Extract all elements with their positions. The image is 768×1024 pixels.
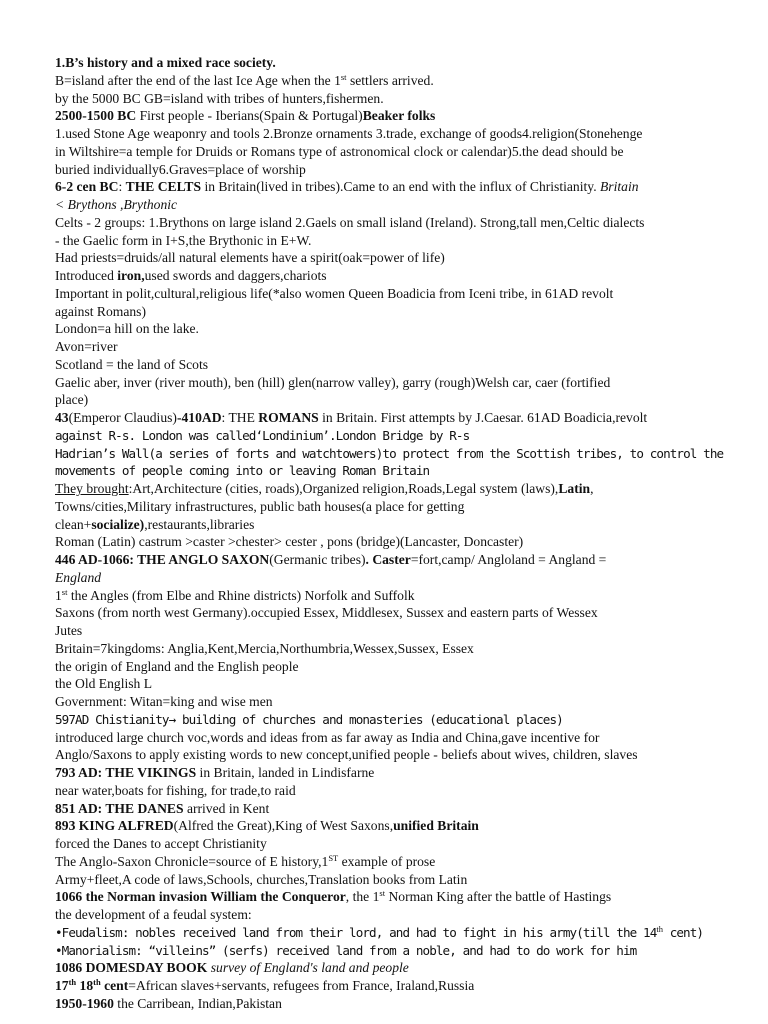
- superscript: ST: [328, 852, 339, 863]
- text-line: [55, 658, 745, 676]
- bold-text: 17: [55, 978, 69, 993]
- bold-text: 1.B’s history and a mixed race society.: [55, 55, 276, 70]
- text-run: near water,boats for fishing, for trade,to raid: [55, 782, 296, 798]
- text-run: , the 1: [345, 889, 380, 905]
- text-run: (Germanic tribes): [269, 552, 366, 567]
- text-run: :: [118, 179, 126, 195]
- text-line: [55, 604, 745, 622]
- italic-text: < Brythons ,Brythonic: [55, 197, 178, 212]
- text-line: [55, 977, 745, 995]
- text-run: in Wiltshire=a temple for Druids or Romans type of astronomical clock or calendar)5.the dead should be: [55, 143, 624, 159]
- text-run: ,: [590, 481, 594, 496]
- text-line: [55, 942, 745, 960]
- text-run: Army+fleet,A code of laws,Schools, churches,Translation books from Latin: [55, 871, 468, 887]
- text-line: [55, 54, 745, 72]
- text-run: Saxons (from north west Germany).occupied Essex, Middlesex, Sussex and eastern parts of Wessex: [55, 605, 598, 621]
- text-line: [55, 303, 745, 321]
- text-run: in Britain. First attempts by J.Caesar. 61AD Boadicia,revolt: [318, 410, 648, 425]
- text-line: [55, 196, 745, 214]
- superscript: th: [656, 923, 664, 934]
- text-run: Important in polit,cultural,religious life(*also women Queen Boadicia from Iceni tribe, in 61AD revolt: [55, 285, 614, 301]
- superscript: th: [68, 977, 77, 987]
- text-line: [55, 587, 745, 605]
- text-run: forced the Danes to accept Christianity: [55, 836, 267, 851]
- text-run: Avon=river: [55, 339, 118, 354]
- text-line: [55, 516, 745, 534]
- text-run: 1.used Stone Age weaponry and tools 2.Bronze ornaments 3.trade, exchange of goods4.religion(Stonehenge: [55, 126, 643, 141]
- text-run: - the Gaelic form in I+S,the Brythonic in E+W.: [55, 232, 312, 248]
- bold-text: 6-2 cen BC: [55, 179, 119, 195]
- text-line: [55, 782, 745, 800]
- text-run: arrived in Kent: [183, 800, 270, 816]
- bold-text: unified Britain: [393, 818, 479, 834]
- text-run: by the 5000 BC GB=island with tribes of hunters,fishermen.: [55, 90, 384, 106]
- typewriter-text: cent): [663, 924, 704, 940]
- text-run: Norman King after the battle of Hastings: [385, 889, 612, 905]
- text-line: [55, 888, 745, 906]
- text-run: the Old English L: [55, 676, 153, 692]
- superscript: th: [93, 977, 101, 987]
- text-line: [55, 125, 745, 143]
- bold-text: Beaker folks: [362, 108, 436, 124]
- italic-text: Britain: [600, 179, 639, 195]
- text-line: [55, 622, 745, 640]
- bold-text: 893 KING ALFRED: [55, 818, 174, 834]
- text-run: Celts - 2 groups: 1.Brythons on large island 2.Gaels on small island (Ireland). Strong,tall men,Celtic dialects: [55, 214, 645, 230]
- text-line: [55, 533, 745, 551]
- text-run: introduced large church voc,words and ideas from as far away as India and China,gave incentive for: [55, 729, 600, 745]
- underlined-text: They brought: [55, 481, 129, 496]
- bold-text: . Caster: [365, 552, 411, 567]
- text-line: [55, 214, 745, 232]
- text-run: in Britain, landed in Lindisfarne: [196, 765, 375, 780]
- text-run: buried individually6.Graves=place of worship: [55, 161, 306, 177]
- text-line: [55, 906, 745, 924]
- text-run: in Britain(lived in tribes).Came to an end with the influx of Christianity.: [201, 179, 600, 195]
- bold-text: Latin: [558, 481, 591, 496]
- text-line: [55, 409, 745, 427]
- text-line: [55, 285, 745, 303]
- text-line: [55, 569, 745, 587]
- text-run: used swords and daggers,chariots: [144, 268, 327, 283]
- bold-text: iron,: [117, 268, 145, 283]
- superscript: st: [61, 586, 68, 597]
- typewriter-text: Hadrian’s Wall(a series of forts and watchtowers)to protect from the Scottish tribes, to control the: [55, 445, 724, 461]
- text-run: First people - Iberians(Spain & Portugal): [136, 108, 363, 124]
- text-line: [55, 178, 745, 196]
- text-line: [55, 498, 745, 516]
- text-line: [55, 356, 745, 374]
- text-line: [55, 107, 745, 125]
- text-run: the Carribean, Indian,Pakistan: [113, 995, 282, 1011]
- text-run: Had priests=druids/all natural elements have a spirit(oak=power of life): [55, 250, 445, 266]
- bold-text: -410AD: [176, 410, 222, 425]
- text-run: Government: Witan=king and wise men: [55, 694, 273, 709]
- text-run: Introduced: [55, 268, 118, 283]
- text-run: =fort,camp/ Angloland = Angland =: [410, 552, 607, 567]
- text-line: [55, 959, 745, 977]
- text-run: The Anglo-Saxon Chronicle=source of E history,1: [55, 853, 329, 869]
- text-run: : THE: [221, 410, 259, 425]
- text-line: [55, 711, 745, 729]
- text-line: [55, 320, 745, 338]
- bold-text: 18: [76, 978, 94, 993]
- text-run: Jutes: [55, 623, 83, 638]
- text-run: the origin of England and the English people: [55, 658, 299, 674]
- text-line: [55, 764, 745, 782]
- text-run: example of prose: [338, 853, 436, 869]
- text-run: Britain=7kingdoms: Anglia,Kent,Mercia,Northumbria,Wessex,Sussex, Essex: [55, 640, 474, 656]
- text-run: (Alfred the Great),King of West Saxons,: [173, 818, 394, 834]
- text-line: [55, 90, 745, 108]
- text-line: [55, 853, 745, 871]
- text-line: [55, 480, 745, 498]
- superscript: st: [340, 71, 347, 82]
- text-line: [55, 693, 745, 711]
- bold-text: 1086 DOMESDAY BOOK: [55, 960, 208, 976]
- text-run: Anglo/Saxons to apply existing words to new concept,unified people - beliefs about wives, children, slaves: [55, 747, 638, 763]
- bold-text: ROMANS: [258, 410, 319, 425]
- typewriter-text: 597AD Chistianity→ building of churches and monasteries (educational places): [55, 711, 563, 727]
- text-line: [55, 232, 745, 250]
- text-line: [55, 374, 745, 392]
- text-line: [55, 746, 745, 764]
- text-line: [55, 551, 745, 569]
- text-line: [55, 267, 745, 285]
- text-line: [55, 161, 745, 179]
- text-line: [55, 427, 745, 445]
- typewriter-text: movements of people coming into or leaving Roman Britain: [55, 463, 430, 479]
- bold-text: cent: [100, 978, 129, 993]
- bold-text: 43: [55, 410, 69, 425]
- text-line: [55, 462, 745, 480]
- text-run: ,restaurants,libraries: [144, 516, 255, 532]
- text-line: [55, 675, 745, 693]
- bold-text: 793 AD: THE VIKINGS: [55, 765, 197, 780]
- text-line: [55, 445, 745, 463]
- text-line: [55, 143, 745, 161]
- text-line: [55, 72, 745, 90]
- typewriter-text: •Feudalism: nobles received land from their lord, and had to fight in his army(till the 14: [55, 924, 657, 940]
- bold-text: 1066 the Norman invasion William the Conqueror: [55, 889, 346, 905]
- text-line: [55, 835, 745, 853]
- bold-text: 2500-1500 BC: [55, 108, 137, 124]
- text-line: [55, 338, 745, 356]
- text-line: [55, 249, 745, 267]
- text-line: [55, 817, 745, 835]
- italic-text: England: [55, 569, 102, 585]
- text-run: settlers arrived.: [346, 72, 434, 88]
- text-run: clean+: [55, 516, 92, 532]
- bold-text: socialize): [91, 516, 145, 532]
- text-run: the development of a feudal system:: [55, 907, 252, 922]
- italic-text: survey of England's land and people: [210, 960, 409, 976]
- text-run: the Angles (from Elbe and Rhine districts) Norfolk and Suffolk: [67, 587, 415, 603]
- text-line: [55, 729, 745, 747]
- text-run: Towns/cities,Military infrastructures, public bath houses(a place for getting: [55, 498, 465, 514]
- typewriter-text: •Manorialism: “villeins” (serfs) received land from a noble, and had to do work for him: [55, 942, 637, 958]
- text-run: :Art,Architecture (cities, roads),Organized religion,Roads,Legal system (laws),: [128, 481, 559, 496]
- typewriter-text: against R-s. London was called‘Londinium’.London Bridge by R-s: [55, 427, 470, 443]
- text-run: B=island after the end of the last Ice Age when the 1: [55, 72, 341, 88]
- bold-text: 1950-1960: [55, 995, 114, 1011]
- text-run: London=a hill on the lake.: [55, 321, 199, 337]
- text-run: Gaelic aber, inver (river mouth), ben (hill) glen(narrow valley), garry (rough)Welsh car, caer (fortified: [55, 374, 611, 390]
- document-text: [55, 54, 745, 1013]
- text-line: [55, 391, 745, 409]
- text-run: against Romans): [55, 303, 146, 319]
- text-run: 1: [55, 587, 62, 603]
- text-run: place): [55, 392, 89, 408]
- text-line: [55, 995, 745, 1013]
- bold-text: 446 AD-1066: THE ANGLO SAXON: [55, 552, 270, 567]
- bold-text: 851 AD: THE DANES: [55, 800, 184, 816]
- text-line: [55, 800, 745, 818]
- superscript: st: [379, 888, 386, 899]
- text-run: Roman (Latin) castrum >caster >chester> cester , pons (bridge)(Lancaster, Doncaster): [55, 534, 524, 550]
- text-line: [55, 924, 745, 942]
- bold-text: THE CELTS: [125, 179, 202, 195]
- text-line: [55, 640, 745, 658]
- text-run: Scotland = the land of Scots: [55, 356, 209, 372]
- text-run: (Emperor Claudius): [68, 410, 177, 425]
- text-run: =African slaves+servants, refugees from France, Iraland,Russia: [128, 978, 475, 993]
- text-line: [55, 871, 745, 889]
